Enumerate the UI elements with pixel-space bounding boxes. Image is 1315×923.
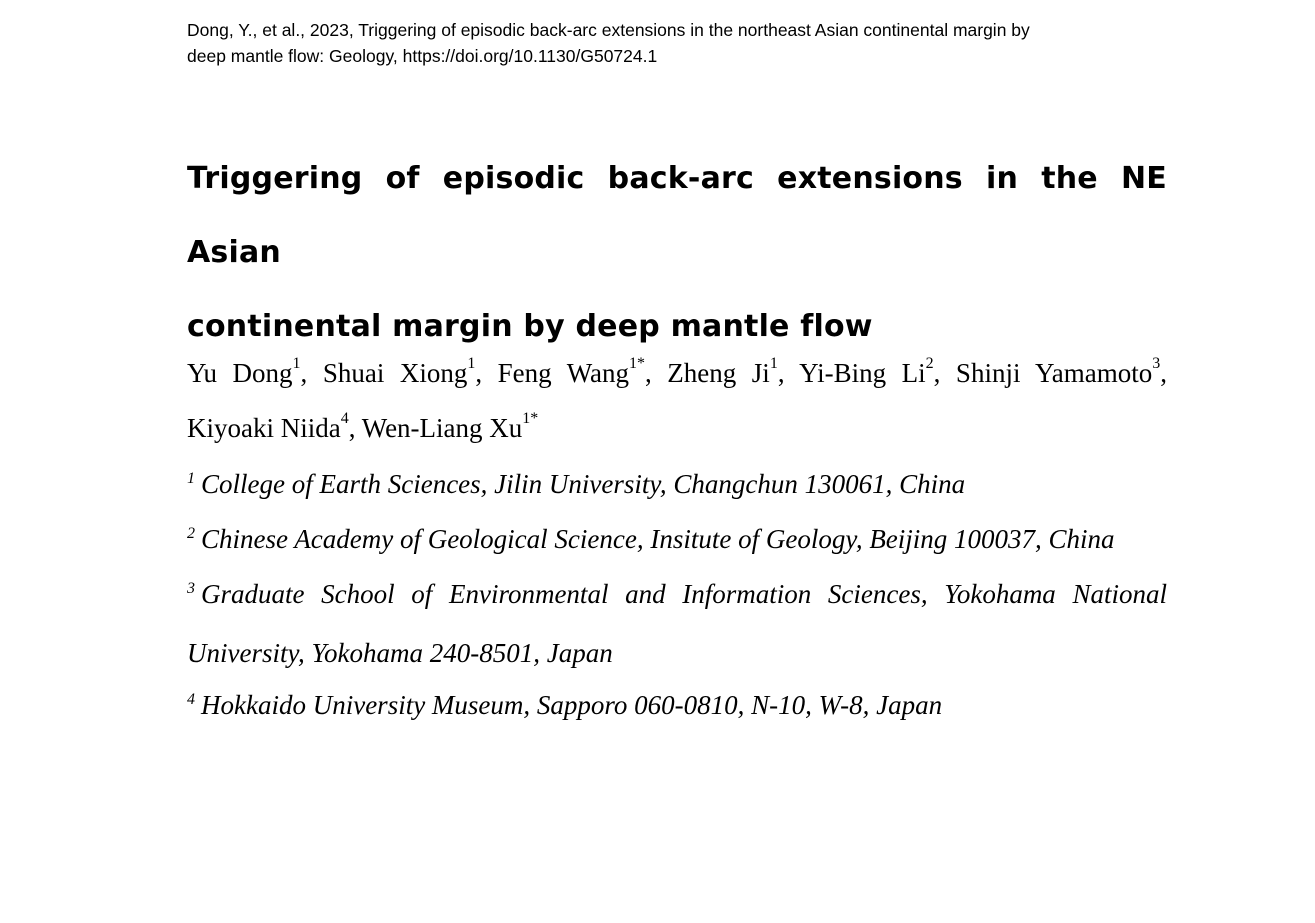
affiliation-text: Chinese Academy of Geological Science, Insitute of Geology, Beijing 100037, China (201, 524, 1115, 554)
citation-header (187, 17, 1167, 69)
affiliation-number: 2 (187, 525, 195, 542)
author-name: Shinji Yamamoto (955, 358, 1153, 388)
author-affil-mark: 4 (340, 410, 349, 427)
affiliation-number: 4 (187, 691, 195, 708)
affiliation-line-2: University, Yokohama 240-8501, Japan (187, 638, 613, 668)
author-affil-mark: 1 (769, 355, 778, 372)
author-affil-mark: 3 (1152, 355, 1161, 372)
citation-line-1: Dong, Y., et al., 2023, Triggering of episodic back-arc extensions in the northeast Asian continental margin by (187, 20, 1030, 40)
author-affil-mark: 1* (629, 355, 646, 372)
citation-line-2: deep mantle flow: Geology, https://doi.org/10.1130/G50724.1 (187, 46, 658, 66)
author-name: Yi-Bing Li (799, 358, 926, 388)
author-affil-mark: 1 (292, 355, 301, 372)
affiliation-number: 3 (187, 580, 195, 597)
author-list (187, 346, 1167, 456)
author-name: Yu Dong (187, 358, 293, 388)
title-line-2: continental margin by deep mantle flow (187, 309, 873, 344)
paper-title (187, 142, 1167, 364)
title-line-1: Triggering of episodic back-arc extensions in the NE Asian (187, 161, 1167, 270)
affiliation-text: Graduate School of Environmental and Information Sciences, Yokohama National (201, 579, 1167, 609)
author-name: Shuai Xiong (322, 358, 468, 388)
author-affil-mark: 1* (522, 410, 539, 427)
affiliation-number: 1 (187, 470, 195, 487)
affiliation-3 (187, 567, 1167, 681)
affiliation-text: College of Earth Sciences, Jilin University, Changchun 130061, China (201, 469, 966, 499)
affiliation-text: Hokkaido University Museum, Sapporo 060-0810, N-10, W-8, Japan (201, 690, 943, 720)
author-affil-mark: 2 (925, 355, 934, 372)
affiliation-4 (187, 678, 1167, 737)
affiliation-2 (187, 512, 1167, 571)
author-name: Kiyoaki Niida (187, 413, 341, 443)
affiliation-line-1 (187, 567, 1167, 626)
author-name: Feng Wang (497, 358, 630, 388)
author-affil-mark: 1 (467, 355, 476, 372)
affiliation-1 (187, 457, 1167, 516)
author-name: Wen-Liang Xu (361, 413, 523, 443)
author-name: Zheng Ji (667, 358, 770, 388)
author-line-2: Kiyoaki Niida$^4$, Wen-Liang $Xu^{1*}$ (187, 410, 539, 443)
author-line-1: Yu Dong$^1$, Shuai Xiong$^1$, Feng Wang$^{1*}$, Zheng Ji$^1$, Yi-Bing Li$^2$, Shinji Yamamoto$^3$, (187, 355, 1167, 388)
